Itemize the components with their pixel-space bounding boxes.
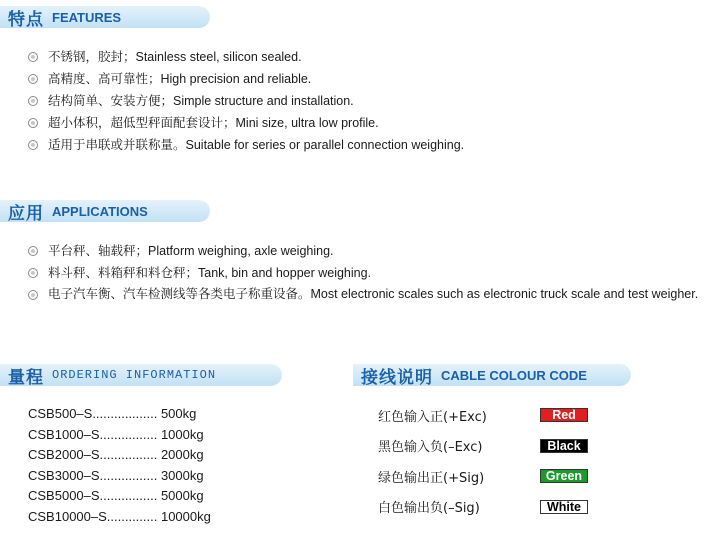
- list-item: 不锈钢，胶封；Stainless steel, silicon sealed.: [26, 46, 706, 68]
- list-item: 料斗秤、料箱秤和料仓秤；Tank, bin and hopper weighing.: [26, 262, 706, 284]
- table-row: CSB10000–S.............. 10000kg: [28, 508, 211, 524]
- table-row: CSB500–S.................. 500kg: [28, 406, 197, 421]
- ordering-title-en: ORDERING INFORMATION: [52, 368, 217, 382]
- color-swatch-white: White: [540, 500, 588, 514]
- applications-title-en: APPLICATIONS: [52, 203, 148, 219]
- list-item: 高精度、高可靠性；High precision and reliable.: [26, 68, 706, 90]
- cable-label: 绿色输出正(+Sig): [378, 470, 485, 486]
- ordering-title-cn: 量程: [8, 367, 44, 388]
- table-row: [378, 400, 588, 431]
- list-item: 电子汽车衡、汽车检测线等各类电子称重设备。Most electronic scales such as electronic truck scale and test weigher.: [26, 284, 708, 304]
- circle-bullet-icon: [28, 118, 38, 128]
- list-item: 适用于串联或并联称量。Suitable for series or parallel connection weighing.: [26, 134, 706, 156]
- cable-label: 红色输入正(+Exc): [378, 409, 487, 425]
- circle-bullet-icon: [28, 246, 38, 256]
- applications-header: [0, 200, 210, 222]
- color-swatch-black: Black: [540, 439, 588, 453]
- features-title-en: FEATURES: [52, 9, 122, 25]
- features-title-cn: 特点: [8, 9, 44, 30]
- list-item: 平台秤、轴载秤；Platform weighing, axle weighing.: [26, 240, 706, 262]
- table-row: CSB1000–S................ 1000kg: [28, 426, 204, 442]
- ordering-header: [0, 364, 282, 386]
- table-row: [378, 492, 588, 523]
- cable-table: [378, 400, 588, 522]
- table-row: [378, 461, 588, 492]
- list-item: 结构简单、安装方便；Simple structure and installation.: [26, 90, 706, 112]
- applications-title-cn: 应用: [8, 203, 44, 224]
- cable-label: 白色输出负(–Sig): [378, 501, 480, 517]
- cable-title-en: CABLE COLOUR CODE: [441, 367, 587, 383]
- circle-bullet-icon: [28, 96, 38, 106]
- table-row: CSB5000–S................ 5000kg: [28, 488, 204, 503]
- table-row: CSB2000–S................ 2000kg: [28, 447, 204, 462]
- features-list: [26, 46, 706, 156]
- applications-list: [26, 240, 706, 304]
- cable-label: 黑色输入负(–Exc): [378, 440, 483, 456]
- ordering-table: [28, 404, 211, 527]
- circle-bullet-icon: [28, 268, 38, 278]
- table-row: [378, 431, 588, 462]
- circle-bullet-icon: [28, 52, 38, 62]
- cable-header: [353, 364, 631, 386]
- cable-title-cn: 接线说明: [361, 367, 433, 388]
- circle-bullet-icon: [28, 140, 38, 150]
- list-item: 超小体积，超低型秤面配套设计；Mini size, ultra low profile.: [26, 112, 706, 134]
- features-header: [0, 6, 210, 28]
- color-swatch-red: Red: [540, 408, 588, 422]
- circle-bullet-icon: [28, 74, 38, 84]
- table-row: CSB3000–S................ 3000kg: [28, 467, 204, 483]
- color-swatch-green: Green: [540, 469, 588, 483]
- circle-bullet-icon: [28, 290, 38, 300]
